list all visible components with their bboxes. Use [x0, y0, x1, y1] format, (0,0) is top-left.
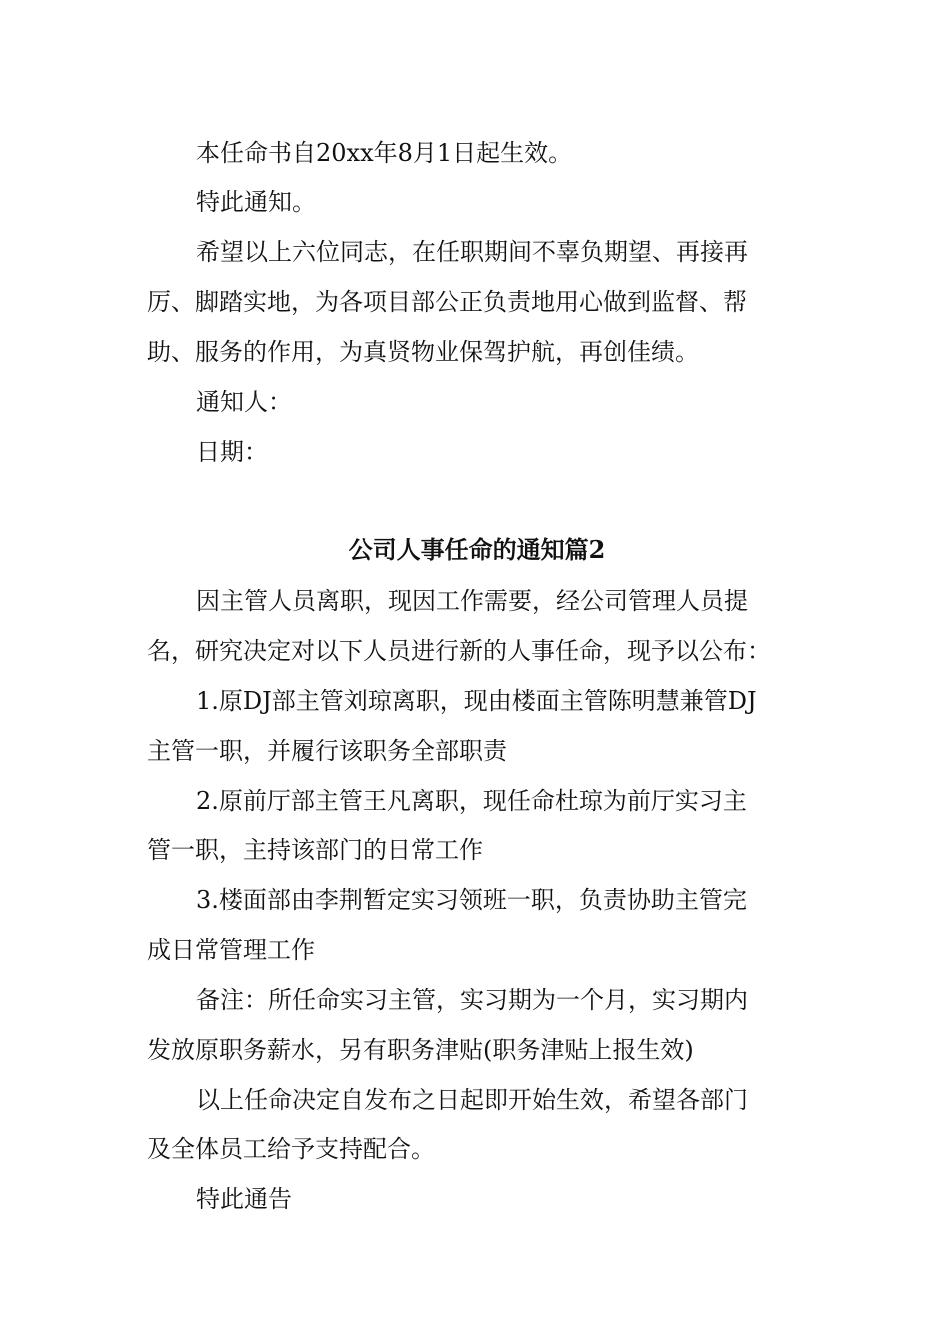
- hope-paragraph-line-3: 助、服务的作用，为真贤物业保驾护航，再创佳绩。: [147, 338, 699, 366]
- appointment-item-3-line-1: 3.楼面部由李荆暂定实习领班一职，负责协助主管完: [196, 886, 747, 914]
- appointment-item-1-line-1: 1.原DJ部主管刘琼离职，现由楼面主管陈明慧兼管DJ: [196, 687, 757, 715]
- appointment-item-3-line-2: 成日常管理工作: [147, 936, 315, 964]
- notice-text: 特此通知。: [196, 188, 316, 216]
- closing-text: 特此通告: [196, 1185, 292, 1213]
- notifier-label: 通知人：: [196, 388, 292, 416]
- effect-paragraph-line-1: 以上任命决定自发布之日起即开始生效，希望各部门: [196, 1086, 748, 1114]
- appointment-item-1-line-2: 主管一职，并履行该职务全部职责: [147, 737, 507, 765]
- section-title: 公司人事任命的通知篇2: [348, 535, 606, 564]
- intro-paragraph-line-1: 因主管人员离职，现因工作需要，经公司管理人员提: [196, 587, 748, 615]
- effect-paragraph-line-2: 及全体员工给予支持配合。: [147, 1135, 435, 1163]
- hope-paragraph-line-1: 希望以上六位同志，在任职期间不辜负期望、再接再: [196, 238, 748, 266]
- remark-line-1: 备注：所任命实习主管，实习期为一个月，实习期内: [196, 986, 748, 1014]
- appointment-item-2-line-2: 管一职，主持该部门的日常工作: [147, 836, 483, 864]
- date-label: 日期：: [196, 438, 268, 466]
- intro-paragraph-line-2: 名，研究决定对以下人员进行新的人事任命，现予以公布：: [147, 637, 771, 665]
- remark-line-2: 发放原职务薪水，另有职务津贴(职务津贴上报生效): [147, 1036, 694, 1064]
- effective-date-text: 本任命书自20xx年8月1日起生效。: [196, 139, 573, 167]
- hope-paragraph-line-2: 厉、脚踏实地，为各项目部公正负责地用心做到监督、帮: [147, 288, 747, 316]
- appointment-item-2-line-1: 2.原前厅部主管王凡离职，现任命杜琼为前厅实习主: [196, 787, 747, 815]
